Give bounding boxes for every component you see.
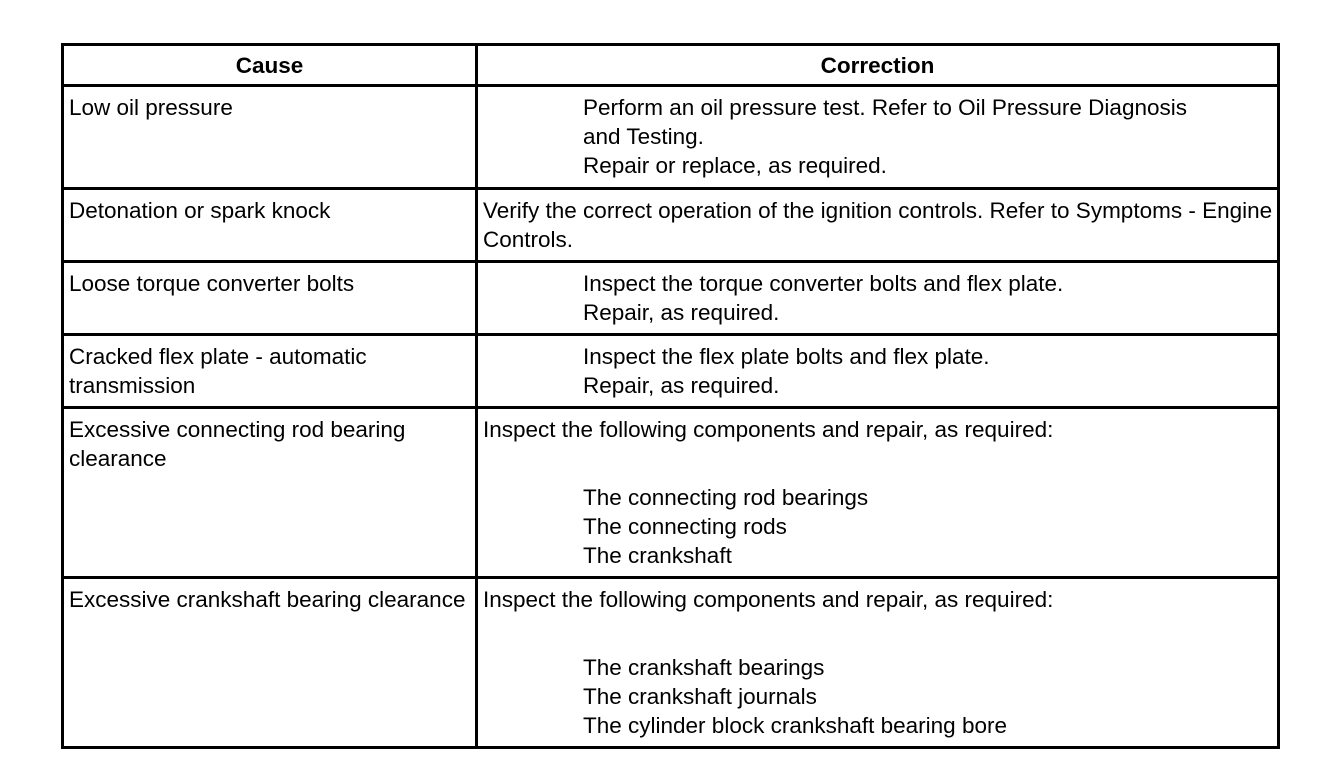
correction-cell bbox=[477, 86, 1279, 189]
correction-step: Repair, as required. bbox=[583, 373, 780, 398]
correction-cell bbox=[477, 335, 1279, 408]
table-row bbox=[63, 408, 1279, 578]
cause-cell bbox=[63, 189, 477, 262]
cause-text: Cracked flex plate - automatic transmission bbox=[69, 344, 367, 398]
correction-cell bbox=[477, 189, 1279, 262]
spacer bbox=[483, 614, 1273, 653]
cause-text: Loose torque converter bolts bbox=[69, 271, 355, 296]
correction-step: The crankshaft bbox=[583, 543, 732, 568]
cause-text: Excessive crankshaft bearing clearance bbox=[69, 587, 466, 612]
correction-step: The connecting rod bearings bbox=[583, 485, 869, 510]
diagnosis-table bbox=[61, 43, 1280, 749]
correction-step: The crankshaft journals bbox=[583, 684, 817, 709]
correction-step: The crankshaft bearings bbox=[583, 655, 825, 680]
correction-cell bbox=[477, 578, 1279, 748]
header-correction: Correction bbox=[477, 45, 1279, 86]
correction-step: Inspect the flex plate bolts and flex plate. bbox=[583, 344, 990, 369]
spacer bbox=[483, 444, 1273, 483]
correction-intro: Inspect the following components and repair, as required: bbox=[483, 587, 1054, 612]
cause-text: Low oil pressure bbox=[69, 95, 233, 120]
cause-cell bbox=[63, 335, 477, 408]
correction-cell bbox=[477, 262, 1279, 335]
correction-intro: Verify the correct operation of the ignition controls. Refer to Symptoms - Engine Controls. bbox=[483, 198, 1273, 252]
cause-text: Excessive connecting rod bearing clearance bbox=[69, 417, 406, 471]
cause-cell bbox=[63, 86, 477, 189]
cause-cell bbox=[63, 408, 477, 578]
table-row bbox=[63, 335, 1279, 408]
correction-intro: Inspect the following components and repair, as required: bbox=[483, 417, 1054, 442]
table-row bbox=[63, 86, 1279, 189]
table-row bbox=[63, 262, 1279, 335]
correction-step: The connecting rods bbox=[583, 514, 787, 539]
correction-step: Repair, as required. bbox=[583, 300, 780, 325]
cause-text: Detonation or spark knock bbox=[69, 198, 331, 223]
header-row bbox=[63, 45, 1279, 86]
correction-step: and Testing. bbox=[583, 124, 704, 149]
correction-step: Perform an oil pressure test. Refer to Oil Pressure Diagnosis bbox=[583, 95, 1187, 120]
correction-step: Repair or replace, as required. bbox=[583, 153, 887, 178]
correction-cell bbox=[477, 408, 1279, 578]
cause-cell bbox=[63, 262, 477, 335]
correction-step: The cylinder block crankshaft bearing bore bbox=[583, 713, 1007, 738]
table-row bbox=[63, 578, 1279, 748]
cause-cell bbox=[63, 578, 477, 748]
table-row bbox=[63, 189, 1279, 262]
correction-step: Inspect the torque converter bolts and flex plate. bbox=[583, 271, 1064, 296]
header-cause: Cause bbox=[63, 45, 477, 86]
